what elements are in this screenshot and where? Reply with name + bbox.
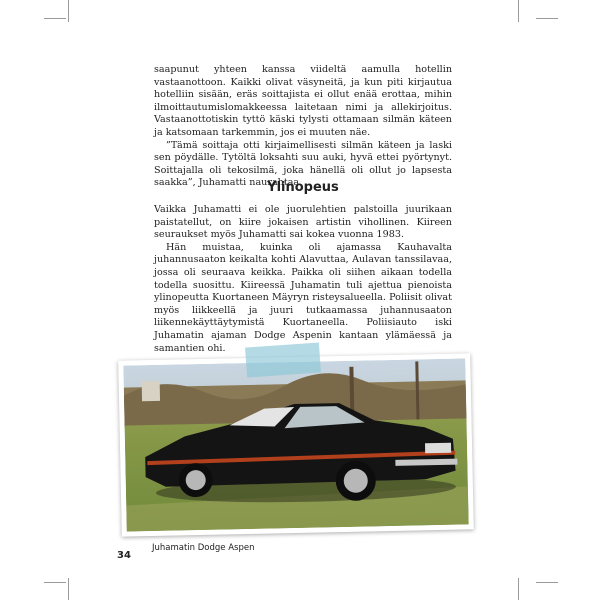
crop-mark <box>518 0 519 22</box>
car-photo-image <box>123 358 468 531</box>
crop-mark <box>44 18 66 19</box>
crop-mark <box>536 18 558 19</box>
paragraph: saapunut yhteen kanssa viideltä aamulla hotellin vastaanottoon. Kaikki olivat väsyneitä, ja kun piti kirjautua hotelliin sisään, eräs soittajista ei ollut enää erottaa, mihin ilmoittautumislomakkeessa laitetaan nimi ja allekirjoitus. Vastaanottotiskin tyttö käski tylysti ottamaan silmän käteen ja katsomaan tarkemmin, jos ei muuten näe. <box>154 64 452 138</box>
crop-mark <box>68 578 69 600</box>
paragraph: Vaikka Juhamatti ei ole juorulehtien palstoilla juurikaan paistatellut, on kiire jokaisen artistin vihollinen. Kiireen seuraukset myös Juhamatti sai kokea vuonna 1983. <box>154 204 452 241</box>
body-text-section <box>154 204 452 355</box>
crop-mark <box>536 582 558 583</box>
crop-mark <box>68 0 69 22</box>
section-heading: Ylinopeus <box>267 180 339 195</box>
body-text-intro <box>154 64 452 190</box>
car-photo <box>118 353 474 536</box>
page-number: 34 <box>117 550 131 561</box>
tape <box>245 342 321 377</box>
paragraph: Hän muistaa, kuinka oli ajamassa Kauhavalta juhannusaaton keikalta kohti Alavuttaa, Aulavan tanssilavaa, jossa oli seuraava keikka. Paikka oli siihen aikaan todella todella suosittu. Kiireessä Juhamatin tuli ajettua pienoista ylinopeutta Kuortaneen Mäyryn risteysalueella. Poliisit olivat myös liikkeellä ja juuri tutkaamassa juhannusaaton liikennekäyttäytymistä Kuortaneella. Poliisiauto iski Juhamatin ajaman Dodge Aspenin kantaan ylämäessä ja samantien ohi. <box>154 241 452 354</box>
paragraph: ”Tämä soittaja otti kirjaimellisesti silmän käteen ja laski sen pöydälle. Tytöltä loksahti suu auki, hyvä ettei pyörtynyt. Soittajalla oli tekosilmä, joka hänellä oli ollut jo lapsesta saakka”, Juhamatti naurahtaa. <box>154 139 452 189</box>
photo-caption: Juhamatin Dodge Aspen <box>152 543 255 553</box>
crop-mark <box>518 578 519 600</box>
crop-mark <box>44 582 66 583</box>
